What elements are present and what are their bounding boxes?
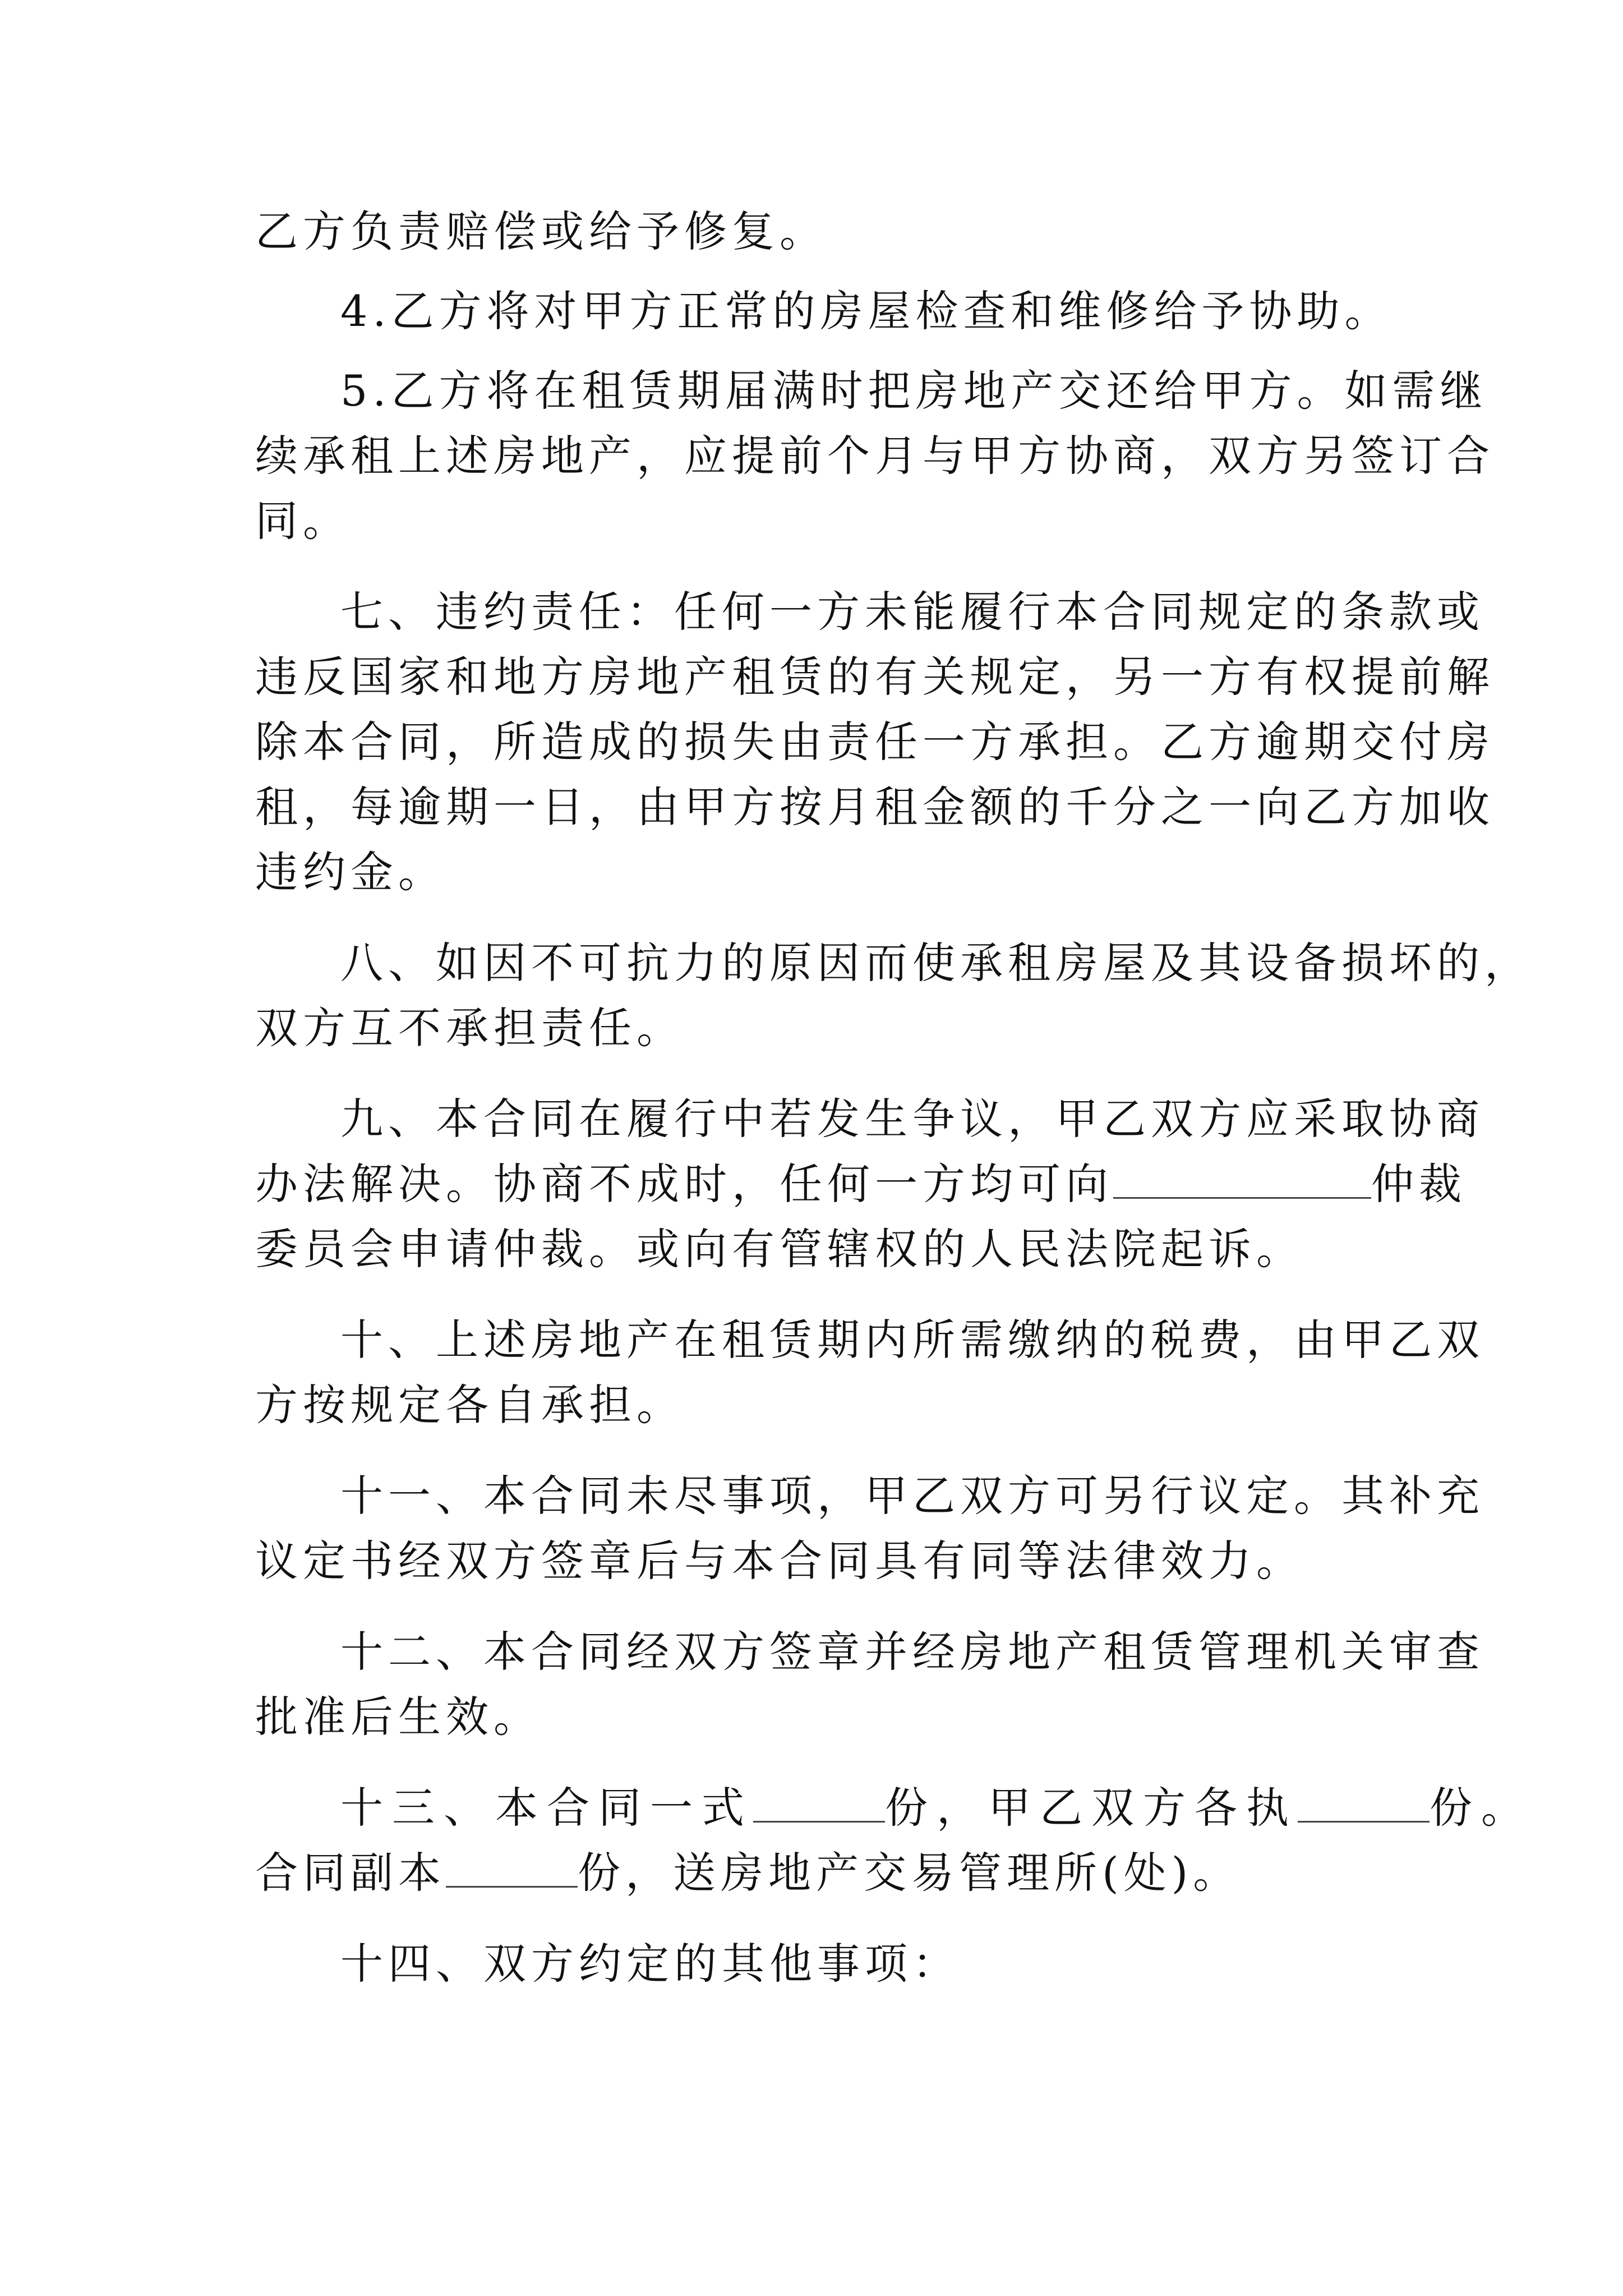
- paragraph-line: 批准后生效。: [255, 1692, 541, 1742]
- paragraph-line: [255, 1775, 1533, 1841]
- paragraph-line: 委员会申请仲裁。或向有管辖权的人民法院起诉。: [255, 1224, 1304, 1274]
- paragraph-line: 违约金。: [255, 847, 446, 897]
- paragraph-line: 八、如因不可抗力的原因而使承租房屋及其设备损坏的，: [340, 938, 1532, 988]
- text-fragment: 仲裁: [1371, 1159, 1467, 1209]
- paragraph-line: 违反国家和地方房地产租赁的有关规定，另一方有权提前解: [255, 652, 1495, 702]
- paragraph-line: 4.乙方将对甲方正常的房屋检查和维修给予协助。: [340, 286, 1393, 336]
- clause-7-breach: [255, 579, 1495, 905]
- paragraph-line: 十一、本合同未尽事项，甲乙双方可另行议定。其补充: [340, 1471, 1484, 1521]
- clause-5: [255, 358, 1495, 554]
- paragraph-line: 乙方负责赔偿或给予修复。: [255, 206, 827, 256]
- paragraph-line: 续承租上述房地产，应提前个月与甲方协商，双方另签订合: [255, 431, 1495, 481]
- copies-each-blank: [1298, 1787, 1430, 1823]
- text-fragment: 办法解决。协商不成时，任何一方均可向: [255, 1159, 1113, 1209]
- paragraph-line: 十四、双方约定的其他事项：: [340, 1939, 960, 1989]
- text-fragment: 份，甲乙双方各执: [885, 1783, 1298, 1833]
- paragraph-line: 十二、本合同经双方签章并经房地产租赁管理机关审查: [340, 1627, 1484, 1677]
- paragraph-line: [255, 1841, 1399, 1906]
- paragraph-line: 双方互不承担责任。: [255, 1003, 684, 1053]
- clause-8-force-majeure: [255, 931, 1532, 1061]
- duplicate-copies-blank: [446, 1852, 578, 1888]
- paragraph-line: 九、本合同在履行中若发生争议，甲乙双方应采取协商: [340, 1094, 1484, 1144]
- paragraph-line: 同。: [255, 496, 351, 546]
- paragraph-line: 方按规定各自承担。: [255, 1380, 684, 1430]
- clause-12-effective: [255, 1619, 1484, 1750]
- clause-9-dispute: [255, 1087, 1484, 1282]
- arbitration-blank: [1113, 1163, 1371, 1199]
- text-fragment: 份。: [1430, 1783, 1533, 1833]
- copies-total-blank: [753, 1787, 885, 1823]
- paragraph-line: 七、违约责任：任何一方未能履行本合同规定的条款或: [340, 587, 1484, 637]
- paragraph-line: 租，每逾期一日，由甲方按月租金额的千分之一向乙方加收: [255, 782, 1495, 832]
- paragraph-line: 除本合同，所造成的损失由责任一方承担。乙方逾期交付房: [255, 717, 1495, 767]
- text-fragment: 十三、本合同一式: [340, 1783, 753, 1833]
- paragraph-line: 十、上述房地产在租赁期内所需缴纳的税费，由甲乙双: [340, 1315, 1484, 1365]
- paragraph-line: 5.乙方将在租赁期届满时把房地产交还给甲方。如需继: [340, 366, 1488, 416]
- document-page: [255, 199, 1533, 1996]
- paragraph-line: [255, 1152, 1467, 1217]
- clause-10-taxes: [255, 1308, 1484, 1438]
- clause-11-supplement: [255, 1464, 1484, 1594]
- paragraph-line: 议定书经双方签章后与本合同具有同等法律效力。: [255, 1536, 1304, 1586]
- text-fragment: 份，送房地产交易管理所(处)。: [578, 1848, 1241, 1898]
- text-fragment: 合同副本: [255, 1848, 446, 1898]
- clause-13-copies: [255, 1775, 1533, 1906]
